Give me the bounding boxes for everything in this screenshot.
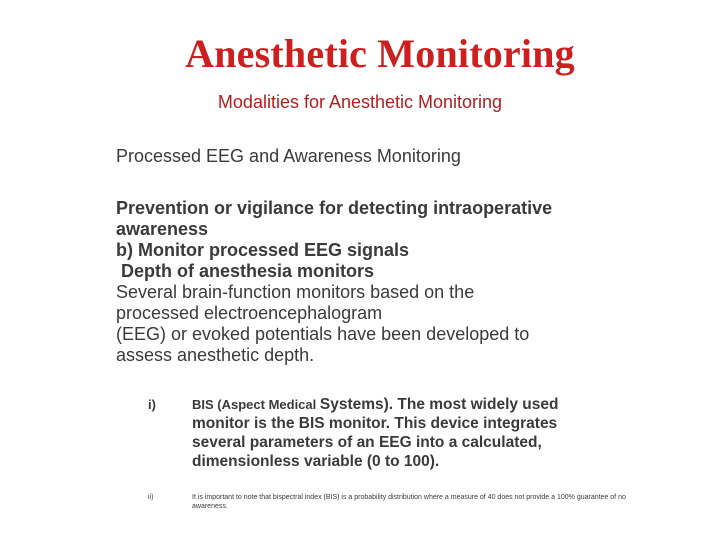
list-number: i) — [148, 397, 156, 412]
body-line: processed electroencephalogram — [116, 303, 383, 323]
body-line: awareness — [116, 219, 209, 239]
body-line: Several brain-function monitors based on the — [116, 282, 475, 302]
slide-title: Anesthetic Monitoring — [185, 31, 575, 76]
list-number: ii) — [148, 494, 154, 501]
list-lead-continued: Systems). The most widely used — [319, 396, 559, 413]
list-item — [148, 395, 628, 471]
list-line: dimensionless variable (0 to 100). — [192, 453, 440, 470]
section-heading: Processed EEG and Awareness Monitoring — [116, 146, 461, 166]
body-line: assess anesthetic depth. — [116, 345, 315, 365]
list-lead: BIS (Aspect Medical — [192, 397, 320, 412]
body-line: Depth of anesthesia monitors — [116, 261, 375, 281]
body-line: Prevention or vigilance for detecting intraoperative — [116, 198, 553, 218]
list-item-text — [192, 395, 628, 471]
slide-subtitle: Modalities for Anesthetic Monitoring — [217, 92, 503, 112]
list-item-text: It is important to note that bispectral index (BIS) is a probability distribution where a measure of 40 does not provide a 100% guarantee of no awareness. — [192, 494, 626, 510]
list-line: several parameters of an EEG into a calculated, — [192, 434, 542, 451]
list-item — [148, 493, 628, 511]
list-line: monitor is the BIS monitor. This device integrates — [192, 415, 558, 432]
body-line: b) Monitor processed EEG signals — [116, 240, 410, 260]
body-line: (EEG) or evoked potentials have been developed to — [116, 324, 530, 344]
body-text — [116, 198, 616, 366]
